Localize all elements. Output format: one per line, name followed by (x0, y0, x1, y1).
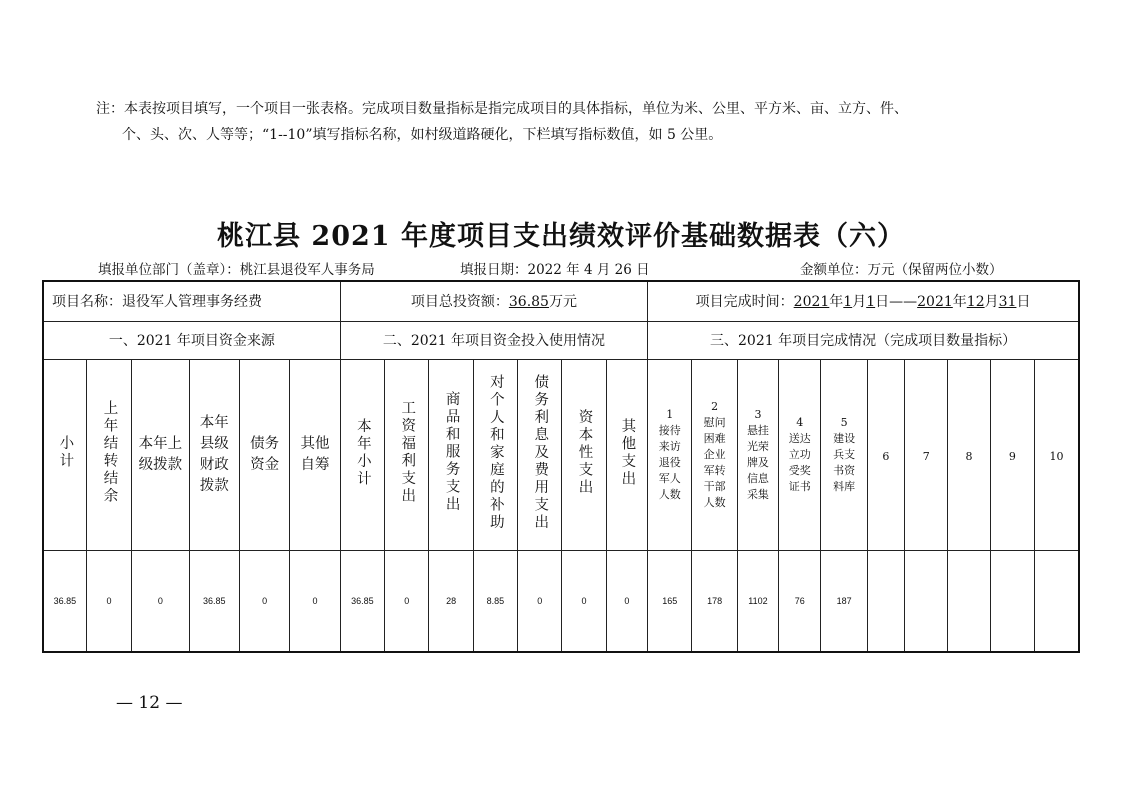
column-header (189, 359, 239, 550)
column-header-label: 9 (1008, 449, 1016, 463)
column-header-label: 本年上 级拨款 (138, 435, 183, 473)
column-header-label: 工资福利支出 (399, 400, 416, 505)
column-header (132, 359, 189, 550)
column-header-label: 小计 (57, 435, 74, 470)
data-cell: 36.85 (189, 550, 239, 652)
page-title: 桃江县 2021 年度项目支出绩效评价基础数据表（六） (217, 221, 905, 252)
data-cell (905, 550, 948, 652)
data-cell: 1102 (737, 550, 778, 652)
data-cell: 0 (518, 550, 562, 652)
column-header (648, 359, 692, 550)
data-cell (1035, 550, 1080, 652)
column-header (429, 359, 473, 550)
column-header-label: 其他 自筹 (300, 435, 330, 473)
column-header-label: 7 (922, 449, 930, 463)
section-completion: 三、2021 年项目完成情况（完成项目数量指标） (648, 321, 1079, 359)
column-header (340, 359, 384, 550)
column-header-label: 本年 县级 财政 拨款 (199, 414, 229, 494)
data-cell: 28 (429, 550, 473, 652)
data-cell: 0 (385, 550, 429, 652)
column-header (290, 359, 340, 550)
data-cell (990, 550, 1034, 652)
data-cell: 0 (290, 550, 340, 652)
column-header (867, 359, 904, 550)
column-header-label: 2 慰问 困难 企业 军转 干部 人数 (703, 399, 726, 509)
column-header-label: 债务 资金 (250, 435, 280, 473)
column-header (948, 359, 990, 550)
data-cell: 165 (648, 550, 692, 652)
column-header (239, 359, 289, 550)
reporting-date: 填报日期：2022 年 4 月 26 日 (460, 262, 650, 278)
column-header (821, 359, 867, 550)
column-header (86, 359, 131, 550)
data-cell: 0 (606, 550, 647, 652)
column-header (692, 359, 737, 550)
column-header (385, 359, 429, 550)
column-header (990, 359, 1034, 550)
column-header-label: 5 建设 兵支 书资 料库 (833, 415, 856, 493)
column-header (562, 359, 606, 550)
column-header (518, 359, 562, 550)
reporting-unit: 填报单位部门（盖章）：桃江县退役军人事务局 (98, 262, 375, 278)
column-header-label: 商品和服务支出 (443, 391, 460, 514)
data-cell: 0 (132, 550, 189, 652)
project-name: 项目名称：退役军人管理事务经费 (43, 281, 340, 321)
column-header (473, 359, 517, 550)
column-header-label: 4 送达 立功 受奖 证书 (788, 415, 811, 493)
column-header-label: 上年结转结余 (101, 400, 118, 505)
column-header (737, 359, 778, 550)
page-number: — 12 — (116, 693, 183, 713)
column-header-label: 对个人和家庭的补助 (487, 373, 504, 532)
project-investment: 项目总投资额：36.85万元 (340, 281, 647, 321)
data-cell: 178 (692, 550, 737, 652)
footnote-line-2: 个、头、次、人等等；“1--10”填写指标名称，如村级道路硬化，下栏填写指标数值，如 5 公里。 (122, 127, 723, 143)
data-cell (867, 550, 904, 652)
column-header-label: 资本性支出 (576, 408, 593, 497)
column-header-label: 10 (1049, 449, 1064, 463)
column-header (43, 359, 86, 550)
column-header-label: 6 (882, 449, 890, 463)
project-completion-time: 项目完成时间：2021年1月1日——2021年12月31日 (648, 281, 1079, 321)
data-cell: 0 (86, 550, 131, 652)
data-cell (948, 550, 990, 652)
footnote (96, 96, 1076, 148)
data-cell: 36.85 (340, 550, 384, 652)
section-funding-usage: 二、2021 年项目资金投入使用情况 (340, 321, 647, 359)
column-header (779, 359, 821, 550)
column-header-label: 1 接待 来访 退役 军人 人数 (658, 407, 681, 501)
section-funding-source: 一、2021 年项目资金来源 (43, 321, 340, 359)
column-header-label: 8 (965, 449, 973, 463)
data-cell: 0 (562, 550, 606, 652)
data-cell: 36.85 (43, 550, 86, 652)
footnote-line-1: 注：本表按项目填写，一个项目一张表格。完成项目数量指标是指完成项目的具体指标，单位为米、公里、平方米、亩、立方、件、 (96, 101, 908, 117)
data-table (42, 280, 1080, 653)
data-cell: 8.85 (473, 550, 517, 652)
column-header-label: 债务利息及费用支出 (532, 373, 549, 532)
column-header (606, 359, 647, 550)
column-header-label: 其他支出 (619, 417, 636, 488)
data-cell: 0 (239, 550, 289, 652)
column-header (905, 359, 948, 550)
column-header-label: 3 悬挂 光荣 牌及 信息 采集 (746, 407, 769, 501)
data-cell: 187 (821, 550, 867, 652)
column-header-label: 本年小计 (354, 417, 371, 488)
money-unit: 金额单位：万元（保留两位小数） (800, 262, 1003, 278)
data-cell: 76 (779, 550, 821, 652)
column-header (1035, 359, 1080, 550)
